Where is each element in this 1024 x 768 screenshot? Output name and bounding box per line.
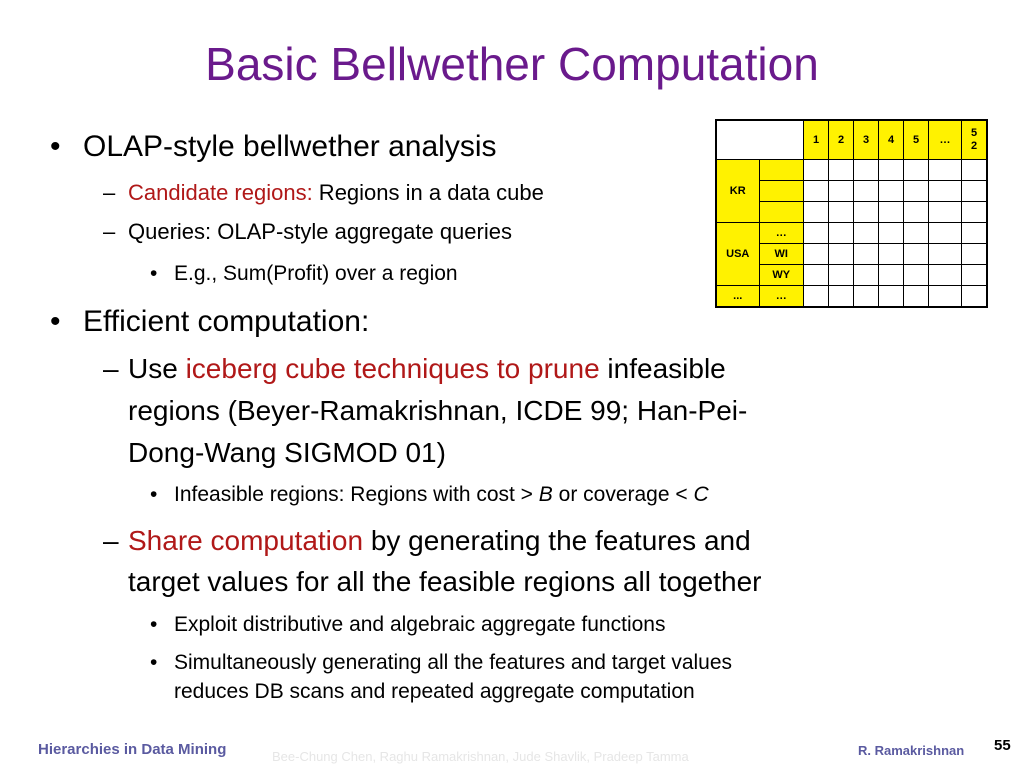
col-header: 1 (804, 120, 829, 160)
dash-marker: – (103, 180, 116, 205)
row-sub-label: … (759, 286, 804, 308)
bullet-queries: Queries: OLAP-style aggregate queries (128, 219, 512, 244)
text-use: Use (128, 353, 186, 384)
row-sub-label (759, 202, 804, 223)
candidate-regions-label: Candidate regions: (128, 180, 313, 205)
bullet-marker: • (50, 130, 61, 163)
text-infeasible-b: or coverage < (552, 483, 694, 506)
dash-marker: – (103, 353, 119, 384)
text-infeasible: infeasible (599, 353, 726, 384)
bullet-iceberg-line1 (128, 353, 726, 385)
slide-title: Basic Bellwether Computation (205, 38, 819, 90)
candidate-regions-text: Regions in a data cube (312, 180, 544, 205)
grid-corner (716, 120, 759, 160)
row-sub-label (759, 160, 804, 181)
row-sub-label (759, 181, 804, 202)
bullet-marker: • (150, 262, 158, 285)
bullet-simultaneous-line2: reduces DB scans and repeated aggregate computation (174, 680, 695, 703)
col-header: 4 (879, 120, 904, 160)
bullet-olap: OLAP-style bellwether analysis (83, 130, 497, 163)
footer-course-title: Hierarchies in Data Mining (38, 741, 227, 758)
bullet-share-line1 (128, 525, 751, 557)
row-group-label: ... (716, 286, 759, 308)
bullet-candidate-regions (128, 180, 544, 206)
row-group-label: USA (716, 223, 759, 286)
bullet-marker: • (150, 613, 158, 636)
row-sub-label: … (759, 223, 804, 244)
grid-corner (759, 120, 804, 160)
page-number: 55 (994, 737, 1011, 754)
row-sub-label: WY (759, 265, 804, 286)
bullet-marker: • (50, 305, 61, 338)
dash-marker: – (103, 219, 116, 244)
var-b: B (538, 483, 553, 506)
bullet-iceberg-line2: regions (Beyer-Ramakrishnan, ICDE 99; Han-Pei- (128, 395, 748, 426)
bullet-example: E.g., Sum(Profit) over a region (174, 262, 458, 285)
dash-marker: – (103, 525, 119, 556)
bullet-share-line2: target values for all the feasible regions all together (128, 566, 762, 597)
var-c: C (693, 483, 709, 506)
bullet-exploit: Exploit distributive and algebraic aggregate functions (174, 613, 666, 636)
bullet-marker: • (150, 651, 158, 674)
row-sub-label: WI (759, 244, 804, 265)
bullet-simultaneous-line1: Simultaneously generating all the features and target values (174, 651, 733, 674)
col-header: … (929, 120, 962, 160)
text-share-rest: by generating the features and (363, 525, 751, 556)
footer-authors: Bee-Chung Chen, Raghu Ramakrishnan, Jude Shavlik, Pradeep Tamma (272, 749, 689, 764)
share-emphasis: Share computation (128, 525, 364, 556)
footer-author: R. Ramakrishnan (858, 743, 965, 758)
text-infeasible-a: Infeasible regions: Regions with cost > (174, 483, 539, 506)
data-cube-grid (715, 119, 988, 308)
bullet-efficient: Efficient computation: (83, 305, 370, 338)
bullet-infeasible-regions (174, 483, 709, 507)
col-header: 3 (854, 120, 879, 160)
iceberg-emphasis: iceberg cube techniques to prune (185, 353, 600, 384)
row-group-label: KR (716, 160, 759, 223)
col-header: 2 (829, 120, 854, 160)
bullet-marker: • (150, 483, 158, 506)
col-header: 5 2 (962, 120, 988, 160)
col-header: 5 (904, 120, 929, 160)
bullet-iceberg-line3: Dong-Wang SIGMOD 01) (128, 437, 446, 468)
